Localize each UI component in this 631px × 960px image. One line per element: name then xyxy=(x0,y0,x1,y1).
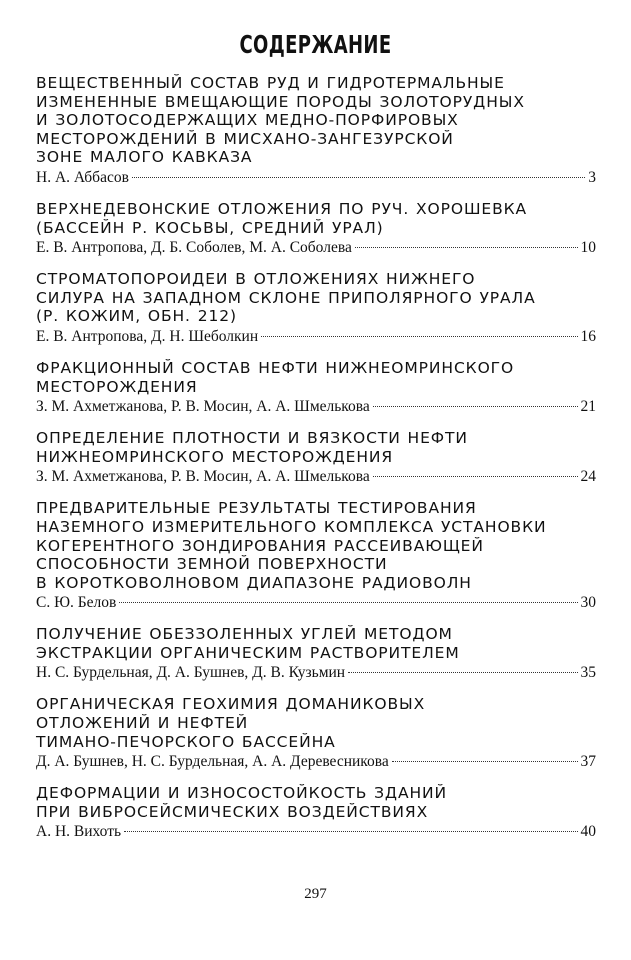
entry-title: ВЕРХНЕДЕВОНСКИЕ ОТЛОЖЕНИЯ ПО РУЧ. ХОРОШЕВКА (БАССЕЙН Р. КОСЬВЫ, СРЕДНИЙ УРАЛ) xyxy=(36,199,528,237)
toc-entry xyxy=(36,200,596,257)
entry-authors: З. М. Ахметжанова, Р. В. Мосин, А. А. Шмелькова xyxy=(36,398,370,416)
entry-title: СТРОМАТОПОРОИДЕИ В ОТЛОЖЕНИЯХ НИЖНЕГО СИЛУРА НА ЗАПАДНОМ СКЛОНЕ ПРИПОЛЯРНОГО УРАЛА (Р. КОЖИМ, ОБН. 212) xyxy=(36,270,536,326)
entry-authors: Н. А. Аббасов xyxy=(36,168,129,186)
toc-entry xyxy=(36,270,596,346)
entry-title: ФРАКЦИОННЫЙ СОСТАВ НЕФТИ НИЖНЕОМРИНСКОГО МЕСТОРОЖДЕНИЯ xyxy=(36,358,515,396)
dot-leader xyxy=(132,177,585,178)
entry-page-number: 21 xyxy=(580,398,596,416)
toc-entry xyxy=(36,784,596,841)
entry-authors: А. Н. Вихоть xyxy=(36,823,122,841)
page-number: 297 xyxy=(304,886,327,902)
entry-authors: С. Ю. Белов xyxy=(36,594,117,612)
entry-author-line xyxy=(36,663,596,682)
toc-entry xyxy=(36,359,596,416)
entry-title: ПОЛУЧЕНИЕ ОБЕЗЗОЛЕННЫХ УГЛЕЙ МЕТОДОМ ЭКСТРАКЦИИ ОРГАНИЧЕСКИМ РАСТВОРИТЕЛЕМ xyxy=(36,625,460,662)
entry-authors: Д. А. Бушнев, Н. С. Бурдельная, А. А. Деревесникова xyxy=(36,753,389,771)
dot-leader xyxy=(373,476,578,477)
toc-entry xyxy=(36,74,596,187)
dot-leader xyxy=(373,406,578,407)
toc-entries xyxy=(36,74,596,854)
entry-authors: З. М. Ахметжанова, Р. В. Мосин, А. А. Шмелькова xyxy=(36,468,370,486)
entry-page-number: 30 xyxy=(580,594,596,612)
entry-author-line xyxy=(36,593,596,612)
entry-title: ОРГАНИЧЕСКАЯ ГЕОХИМИЯ ДОМАНИКОВЫХ ОТЛОЖЕНИЙ И НЕФТЕЙ ТИМАНО-ПЕЧОРСКОГО БАССЕЙНА xyxy=(36,695,426,751)
entry-page-number: 24 xyxy=(580,468,596,486)
entry-page-number: 10 xyxy=(580,239,596,257)
dot-leader xyxy=(261,336,577,337)
entry-page-number: 16 xyxy=(580,327,596,345)
entry-authors: Е. В. Антропова, Д. Н. Шеболкин xyxy=(36,327,259,345)
dot-leader xyxy=(119,602,577,603)
entry-author-line xyxy=(36,822,596,841)
dot-leader xyxy=(348,672,577,673)
entry-authors: Е. В. Антропова, Д. Б. Соболев, М. А. Соболева xyxy=(36,239,352,257)
toc-entry xyxy=(36,625,596,682)
toc-entry xyxy=(36,499,596,612)
toc-heading: СОДЕРЖАНИЕ xyxy=(239,30,392,59)
dot-leader xyxy=(355,247,578,248)
entry-title: ПРЕДВАРИТЕЛЬНЫЕ РЕЗУЛЬТАТЫ ТЕСТИРОВАНИЯ НАЗЕМНОГО ИЗМЕРИТЕЛЬНОГО КОМПЛЕКСА УСТАНОВКИ КОГЕРЕНТНОГО ЗОНДИРОВАНИЯ РАССЕИВАЮЩЕЙ СПОСОБНОСТИ ЗЕМНОЙ ПОВЕРХНОСТИ В КОРОТКОВОЛНОВОМ ДИАПАЗОНЕ РАДИОВОЛН xyxy=(36,499,547,592)
dot-leader xyxy=(124,831,577,832)
entry-page-number: 35 xyxy=(580,664,596,682)
entry-title: ДЕФОРМАЦИИ И ИЗНОСОСТОЙКОСТЬ ЗДАНИЙ ПРИ ВИБРОСЕЙСМИЧЕСКИХ ВОЗДЕЙСТВИЯХ xyxy=(36,784,447,821)
entry-author-line xyxy=(36,168,596,187)
entry-author-line xyxy=(36,752,596,771)
entry-title: ВЕЩЕСТВЕННЫЙ СОСТАВ РУД И ГИДРОТЕРМАЛЬНЫЕ ИЗМЕНЕННЫЕ ВМЕЩАЮЩИЕ ПОРОДЫ ЗОЛОТОРУДНЫХ И ЗОЛОТОСОДЕРЖАЩИХ МЕДНО-ПОРФИРОВЫХ МЕСТОРОЖДЕНИЙ В МИСХАНО-ЗАНГЕЗУРСКОЙ ЗОНЕ МАЛОГО КАВКАЗА xyxy=(36,74,525,167)
entry-page-number: 40 xyxy=(580,823,596,841)
entry-author-line xyxy=(36,397,596,416)
entry-page-number: 3 xyxy=(588,168,596,186)
entry-author-line xyxy=(36,238,596,257)
entry-author-line xyxy=(36,467,596,486)
toc-entry xyxy=(36,429,596,486)
entry-author-line xyxy=(36,327,596,346)
dot-leader xyxy=(392,761,578,762)
entry-page-number: 37 xyxy=(580,753,596,771)
entry-title: ОПРЕДЕЛЕНИЕ ПЛОТНОСТИ И ВЯЗКОСТИ НЕФТИ НИЖНЕОМРИНСКОГО МЕСТОРОЖДЕНИЯ xyxy=(36,429,468,466)
entry-authors: Н. С. Бурдельная, Д. А. Бушнев, Д. В. Кузьмин xyxy=(36,664,346,682)
toc-entry xyxy=(36,695,596,771)
